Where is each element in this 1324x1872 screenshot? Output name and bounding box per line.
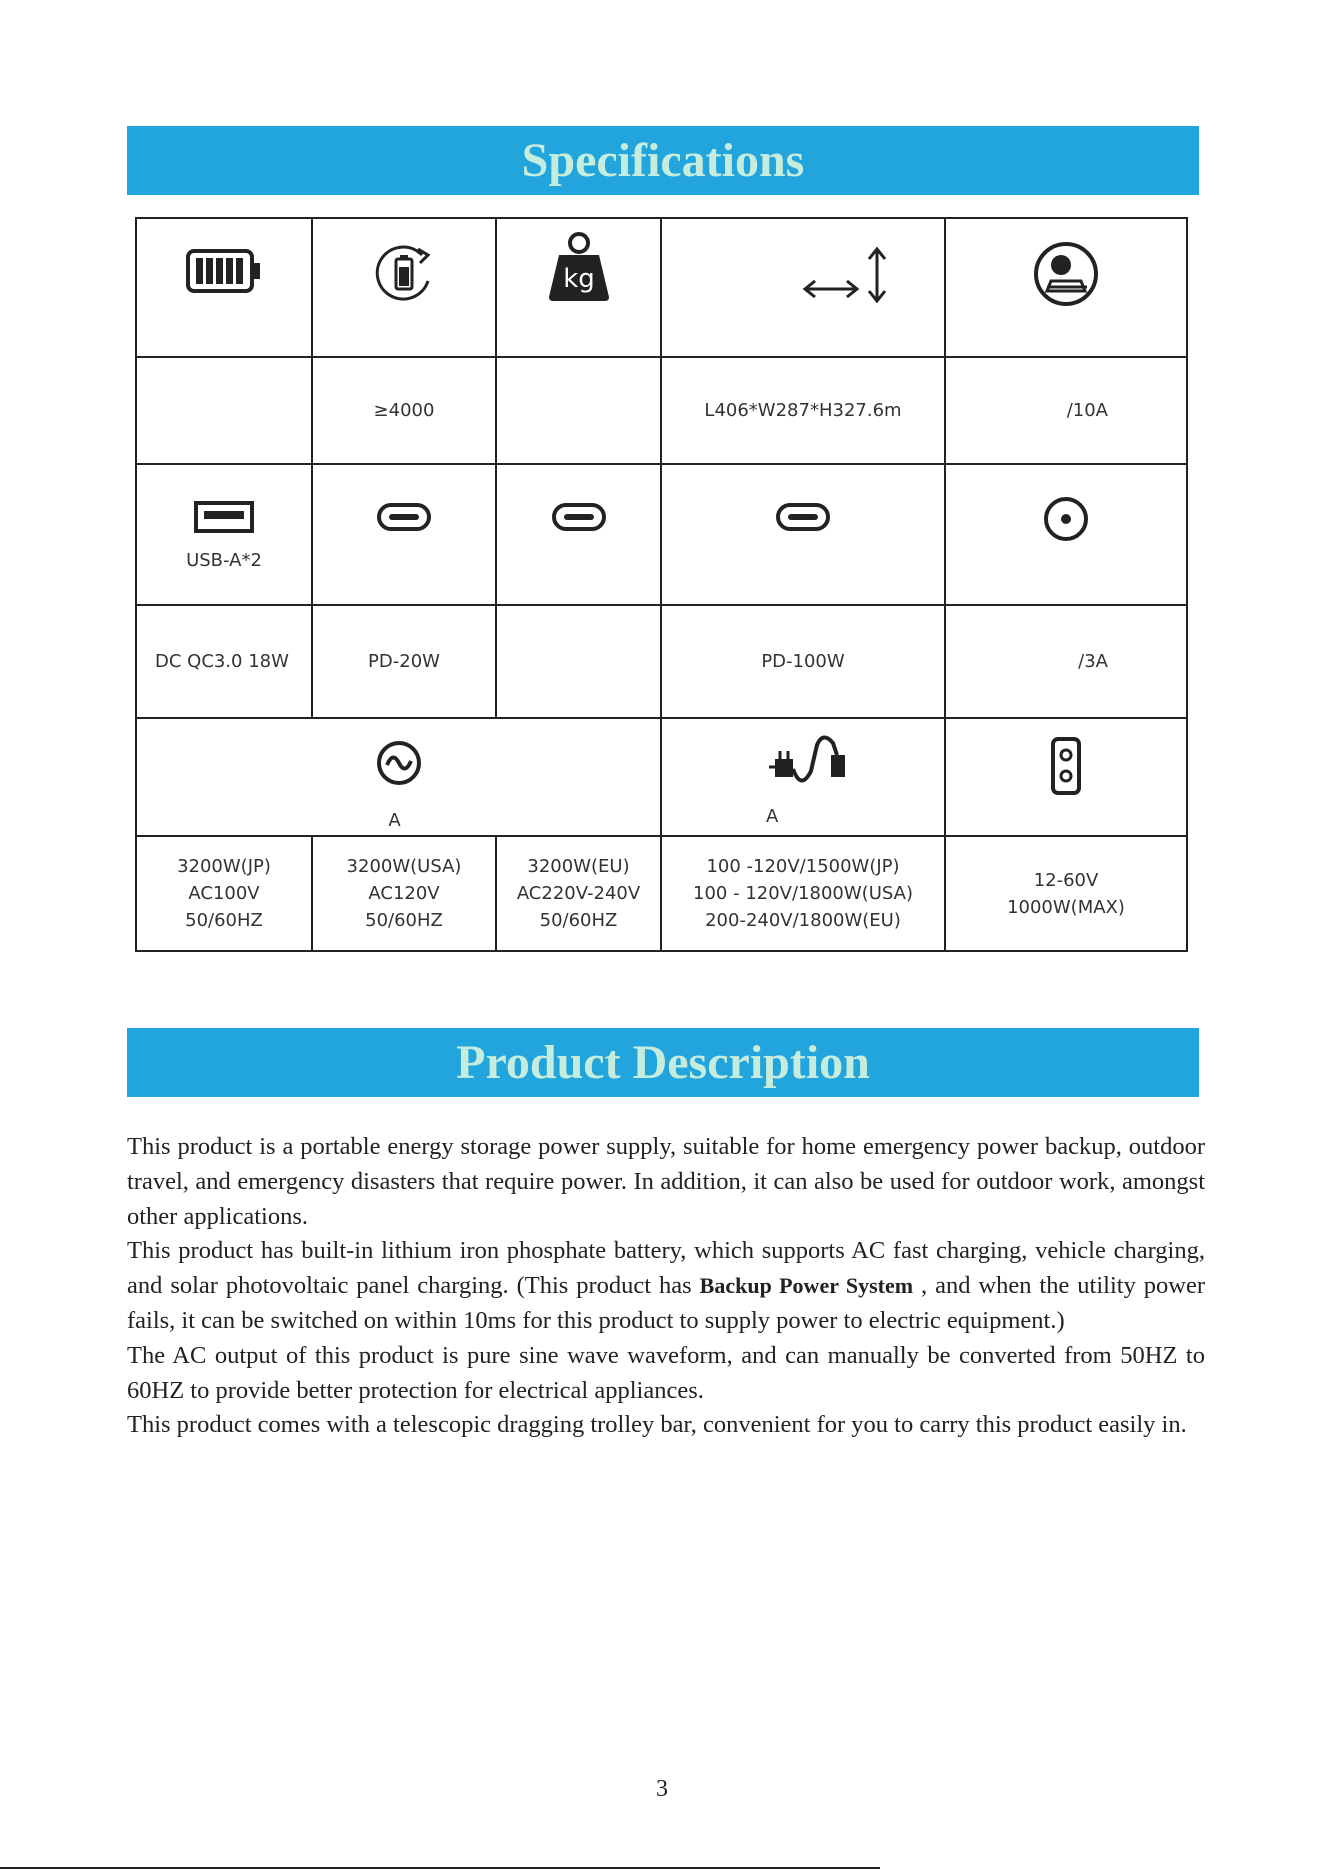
spec-row-values-3 [136,836,1187,951]
spec-cell: DC QC3.0 18W [136,605,312,718]
usb-c-port-icon [552,503,606,531]
spec-line: AC100V [188,883,260,904]
spec-cell [312,464,496,605]
spec-cell: L406*W287*H327.6m [661,357,945,464]
usb-a-label: USB-A*2 [186,550,262,571]
spec-row-values-2 [136,605,1187,718]
solar-input-icon [1033,241,1099,307]
spec-row-ac-icons [136,718,1187,836]
description-paragraph: The AC output of this product is pure sine wave waveform, and can manually be converted from 50HZ to 60HZ to provide better protection for electrical appliances. [127,1341,1205,1404]
spec-cell: PD-100W [661,605,945,718]
description-paragraph [127,1234,1205,1338]
spec-cell [136,464,312,605]
spec-cell [661,218,945,357]
spec-cell [945,718,1187,836]
spec-cell [496,357,661,464]
dimensions-icon [801,245,895,305]
spec-line: 100 -120V/1500W(JP) [706,856,900,877]
bottom-rule [0,1867,880,1869]
spec-row-values-1 [136,357,1187,464]
usb-c-port-icon [776,503,830,531]
spec-cell [945,836,1187,951]
product-description-banner [127,1028,1199,1097]
spec-cell [136,218,312,357]
spec-cell: ≥4000 [312,357,496,464]
backup-power-system-term: Backup Power System [699,1273,914,1299]
spec-line: 200-240V/1800W(EU) [705,910,901,931]
spec-line: AC120V [368,883,440,904]
spec-line: 12-60V [1033,869,1099,891]
charge-cycle-icon [372,241,436,305]
spec-cell [661,836,945,951]
dc-output-icon [1042,495,1090,543]
spec-cell [496,836,661,951]
spec-cell [945,218,1187,357]
spec-row-port-icons [136,464,1187,605]
spec-line: AC220V-240V [516,883,641,904]
spec-cell [312,836,496,951]
description-paragraph: This product comes with a telescopic dragging trolley bar, convenient for you to carry this product easily in. [127,1411,1187,1439]
spec-line: 50/60HZ [365,910,443,931]
spec-line: 50/60HZ [185,910,263,931]
usb-c-port-icon [377,503,431,531]
specifications-table [135,217,1188,952]
specifications-banner [127,126,1199,195]
spec-cell [661,718,945,836]
battery-capacity-icon [186,249,262,293]
dc-port-icon [1051,737,1081,795]
spec-cell [136,836,312,951]
spec-cell [496,218,661,357]
spec-cell [945,464,1187,605]
spec-line: 1000W(MAX) [1007,896,1125,918]
spec-cell: /10A [945,357,1187,464]
page-number: 3 [656,1776,668,1802]
product-description-title: Product Description [456,1036,870,1089]
specifications-title: Specifications [521,134,805,187]
spec-line: 50/60HZ [539,910,618,931]
spec-cell [312,218,496,357]
spec-cell [496,464,661,605]
weight-kg-icon [547,231,611,303]
spec-cell: /3A [945,605,1187,718]
usb-a-port-icon [194,501,254,533]
spec-line: 3200W(EU) [527,856,630,877]
product-description-body [127,1130,1205,1443]
ac-charging-label: A [766,806,779,827]
ac-output-icon [375,739,423,787]
spec-line: 100 - 120V/1800W(USA) [693,883,913,904]
spec-cell: PD-20W [312,605,496,718]
ac-output-label: A [388,810,401,831]
svg-text:kg: kg [562,264,595,294]
description-text: , and when the utility power fails, it can be switched on within 10ms for this product to supply power to electric equipment.) [127,1272,1205,1334]
description-text: This product has built-in lithium iron phosphate battery, which supports AC fast charging, vehicle charging, and solar photovoltaic panel charging. (This product has [127,1237,1205,1300]
spec-row-icons [136,218,1187,357]
description-paragraph: This product is a portable energy storage power supply, suitable for home emergency power backup, outdoor travel, and emergency disasters that require power. In addition, it can also be used for outdoor work, amongst other applications. [127,1133,1205,1230]
spec-cell [136,718,661,836]
spec-cell [136,357,312,464]
ac-charging-icon [769,731,857,795]
spec-line: 3200W(JP) [177,856,271,877]
spec-line: 3200W(USA) [346,856,462,877]
spec-cell [661,464,945,605]
spec-cell [496,605,661,718]
